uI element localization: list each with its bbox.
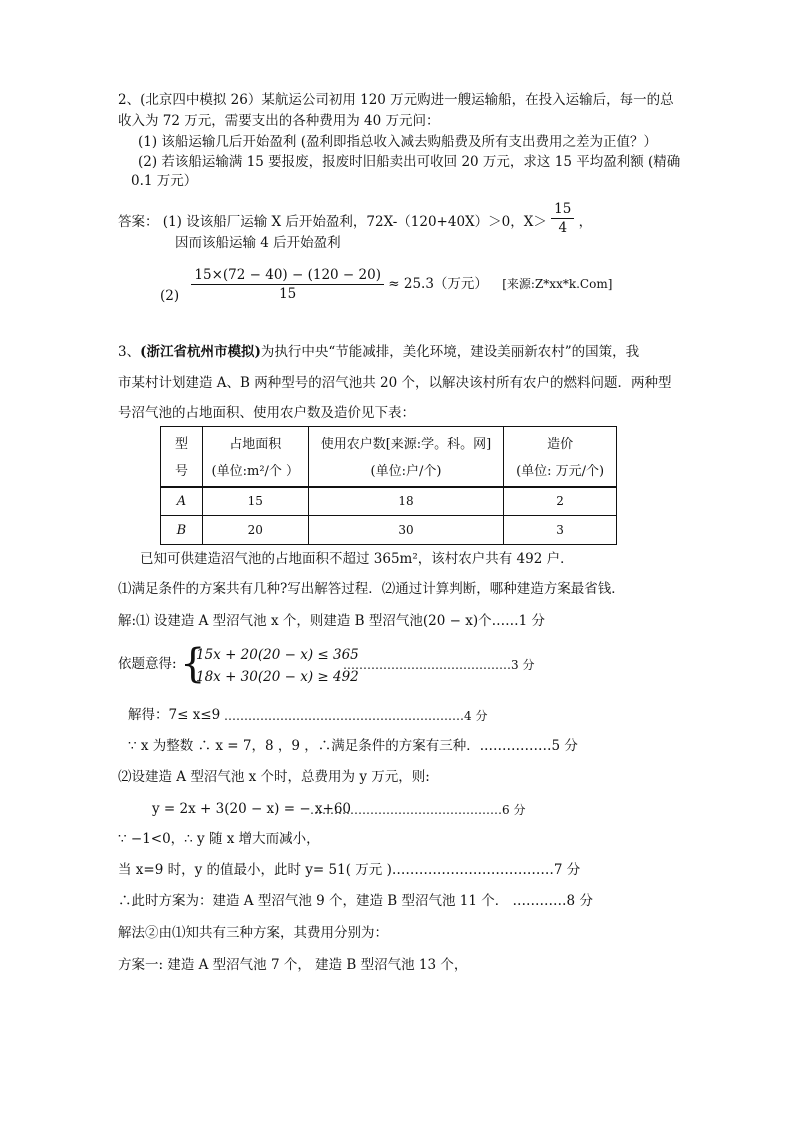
q3-line2: 市某村计划建造 A、B 两种型号的沼气池共 20 个，以解决该村所有农户的燃料问题．两种型	[118, 375, 672, 391]
fraction-numerator: 15	[551, 200, 574, 219]
header-households: 使用农户数[来源:学。科。网] (单位:户/个)	[308, 427, 504, 487]
q3-questions: ⑴满足条件的方案共有几种?写出解答过程．⑵通过计算判断，哪种建造方案最省钱．	[118, 581, 625, 597]
fraction-15-over-4	[551, 200, 574, 237]
solution-step9: ∴此时方案为：建造 A 型沼气池 9 个，建造 B 型沼气池 11 个． …………8 分	[118, 893, 593, 909]
q3-source: (浙江省杭州市模拟)	[140, 344, 261, 360]
step2-score: ……………………………………3 分	[343, 658, 535, 672]
header-area: 占地面积 (单位:m²/个 ）	[202, 427, 308, 487]
solution-step1: 解:⑴ 设建造 A 型沼气池 x 个，则建造 B 型沼气池(20 − x)个……1 分	[118, 613, 545, 629]
q2-sub2: (2) 若该船运输满 15 要报废，报废时旧船卖出可收回 20 万元，求这 15 平均盈利额 (精确	[138, 154, 681, 170]
cell-type: A	[161, 487, 203, 516]
solution-step2-label: 依题意得:	[118, 656, 177, 672]
fraction-denominator: 4	[558, 220, 568, 236]
q2-line1: 2、(北京四中模拟 26）某航运公司初用 120 万元购进一艘运输船，在投入运输后，每一的总	[118, 92, 674, 108]
q2-sub1: (1) 该船运输几后开始盈利 (盈利即指总收入减去购船费及所有支出费用之差为正值？）	[138, 134, 657, 150]
answer-label: 答案：	[118, 214, 159, 230]
average-profit-fraction	[191, 266, 384, 303]
header-type: 型 号	[161, 427, 203, 487]
fraction-denominator: 15	[279, 286, 297, 302]
solution-plan1: 方案一: 建造 A 型沼气池 7 个， 建造 B 型沼气池 13 个，	[118, 957, 468, 973]
fraction-numerator: 15×(72 − 40) − (120 − 20)	[191, 266, 384, 285]
q3-number: 3、	[118, 344, 141, 360]
table-row	[161, 487, 617, 516]
cell-type: B	[161, 516, 203, 545]
solution-step6: y = 2x + 3(20 − x) = − x+60	[152, 801, 352, 817]
table-row	[161, 516, 617, 545]
source-note: [来源:Z*xx*k.Com]	[502, 277, 613, 291]
cell-area: 15	[202, 487, 308, 516]
left-brace-symbol: {	[180, 641, 206, 687]
q3-given: 已知可供建造沼气池的占地面积不超过 365m²，该村农户共有 492 户．	[140, 551, 574, 567]
part2-label: (2)	[160, 288, 180, 304]
inequality-2: 18x + 30(20 − x) ≥ 492	[196, 669, 359, 685]
solution-step8: 当 x=9 时，y 的值最小，此时 y= 51( 万元 )………………………………7 分	[118, 862, 581, 878]
solution-method2: 解法②由⑴知共有三种方案，其费用分别为：	[118, 925, 388, 941]
cell-cost: 3	[504, 516, 617, 545]
table-header-row	[161, 427, 617, 487]
cell-cost: 2	[504, 487, 617, 516]
part2-result: ≈ 25.3（万元）	[388, 276, 488, 292]
step3-score: ……………………………………………………4 分	[224, 709, 488, 723]
q3-line1	[118, 343, 639, 361]
answer-part1: (1) 设该船厂运输 X 后开始盈利，72X-（120+40X）＞0，X＞	[162, 214, 547, 230]
q2-line2: 收入为 72 万元，需要支出的各种费用为 40 万元问：	[118, 113, 440, 129]
biogas-table	[160, 426, 617, 545]
answer-part1-tail: ，	[578, 214, 593, 230]
cell-households: 30	[308, 516, 504, 545]
solution-step5: ⑵设建造 A 型沼气池 x 个时，总费用为 y 万元，则:	[118, 769, 430, 785]
step6-score: …………………………………………6 分	[310, 803, 526, 817]
cell-area: 20	[202, 516, 308, 545]
cell-households: 18	[308, 487, 504, 516]
header-cost: 造价 (单位: 万元/个)	[504, 427, 617, 487]
q2-answer-line2: 因而该船运输 4 后开始盈利	[175, 235, 341, 251]
q2-sub2-cont: 0.1 万元）	[131, 173, 198, 189]
inequality-1: 15x + 20(20 − x) ≤ 365	[196, 647, 359, 663]
solution-step4: ∵ x 为整数 ∴ x = 7，8 ，9 ，∴满足条件的方案有三种．.……………5 分	[128, 738, 578, 754]
q2-answer-part2	[160, 266, 612, 303]
solution-step3: 解得：7≤ x≤9	[128, 707, 221, 723]
q3-line1-text: 为执行中央“节能减排，美化环境，建设美丽新农村”的国策，我	[260, 344, 640, 360]
solution-step7: ∵ −1<0，∴ y 随 x 增大而减小，	[118, 831, 320, 847]
q3-line3: 号沼气池的占地面积、使用农户数及造价见下表：	[118, 405, 415, 421]
